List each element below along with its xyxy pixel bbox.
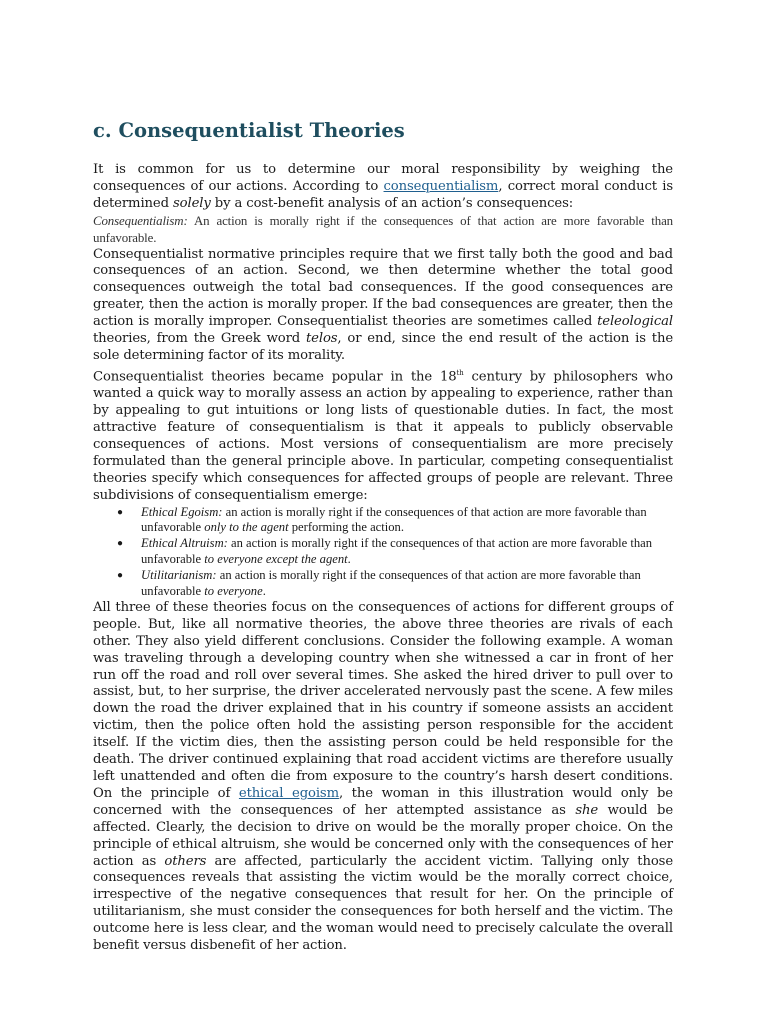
example-paragraph: All three of these theories focus on the consequences of actions for different groups of people. But, like all normative theories, the above three theories are rivals of each other. They also yield different conclusions. Consider the following example. A woman was traveling through a developing country when she witnessed a car in front of her run off the road and roll over several times. She asked the hired driver to pull over to assist, but, to her surprise, the driver accelerated nervously past the scene. A few miles down the road the driver explained that in his country if someone assists an accident victim, then the police often hold the assisting person responsible for the accident itself. If the victim dies, then the assisting person could be held responsible for the death. The driver continued explaining that road accident victims are therefore usually left unattended and often die from exposure to the country’s harsh desert conditions. On the principle of ethical egoism, the woman in this illustration would only be concerned with the consequences of her attempted assistance as she would be affected. Clearly, the decision to drive on would be the morally proper choice. On the principle of ethical altruism, she would be concerned only with the consequences of her action as others are affected, particularly the accident victim. Tallying only those consequences reveals that assisting the victim would be the morally correct choice, irrespective of the negative consequences that result for her. On the principle of utilitarianism, she must consider the consequences for both herself and the victim. The outcome here is less clear, and the woman would need to precisely calculate the overall benefit versus disbenefit of her action.	[93, 599, 674, 954]
ethical-egoism-link[interactable]: ethical egoism	[238, 785, 339, 801]
bullet-icon: ●	[117, 538, 124, 550]
list-item: ● Ethical Egoism: an action is morally right if the consequences of that action are more favorable than unfavorable only to the agent performing the action.	[117, 504, 647, 534]
consequentialism-definition: Consequentialism: An action is morally right if the consequences of that action are more favorable than unfavorable.	[93, 213, 673, 245]
consequentialism-link[interactable]: consequentialism	[383, 178, 499, 194]
intro-paragraph: It is common for us to determine our moral responsibility by weighing the consequences of our actions. According to consequentialism, correct moral conduct is determined solely by a cost-benefit analysis of an action’s consequences:	[93, 162, 674, 211]
history-paragraph: Consequentialist theories became popular in the 18th century by philosophers who wanted a quick way to morally assess an action by appealing to experience, rather than by appealing to gut intuitions or long lists of questionable duties. In fact, the most attractive feature of consequentialism is that it appeals to publicly observable consequences of actions. Most versions of consequentialism are more precisely formulated than the general principle above. In particular, competing consequentialist theories specify which consequences for affected groups of people are relevant. Three subdivisions of consequentialism emerge:	[93, 368, 673, 503]
subdivisions-list	[93, 505, 673, 599]
list-item: ● Ethical Altruism: an action is morally right if the consequences of that action are more favorable than unfavorable to everyone except the agent.	[117, 536, 653, 566]
normative-principles-paragraph: Consequentialist normative principles require that we first tally both the good and bad consequences of an action. Second, we then determine whether the total good consequences outweigh the total bad consequences. If the good consequences are greater, then the action is morally proper. If the bad consequences are greater, then the action is morally improper. Consequentialist theories are sometimes called teleological theories, from the Greek word telos, or end, since the end result of the action is the sole determining factor of its morality.	[93, 246, 674, 363]
bullet-icon: ●	[117, 506, 124, 518]
bullet-icon: ●	[117, 570, 124, 582]
section-title: c. Consequentialist Theories	[93, 119, 405, 142]
list-item: ● Utilitarianism: an action is morally right if the consequences of that action are more favorable than unfavorable to everyone.	[117, 568, 641, 598]
article-body	[93, 117, 673, 955]
